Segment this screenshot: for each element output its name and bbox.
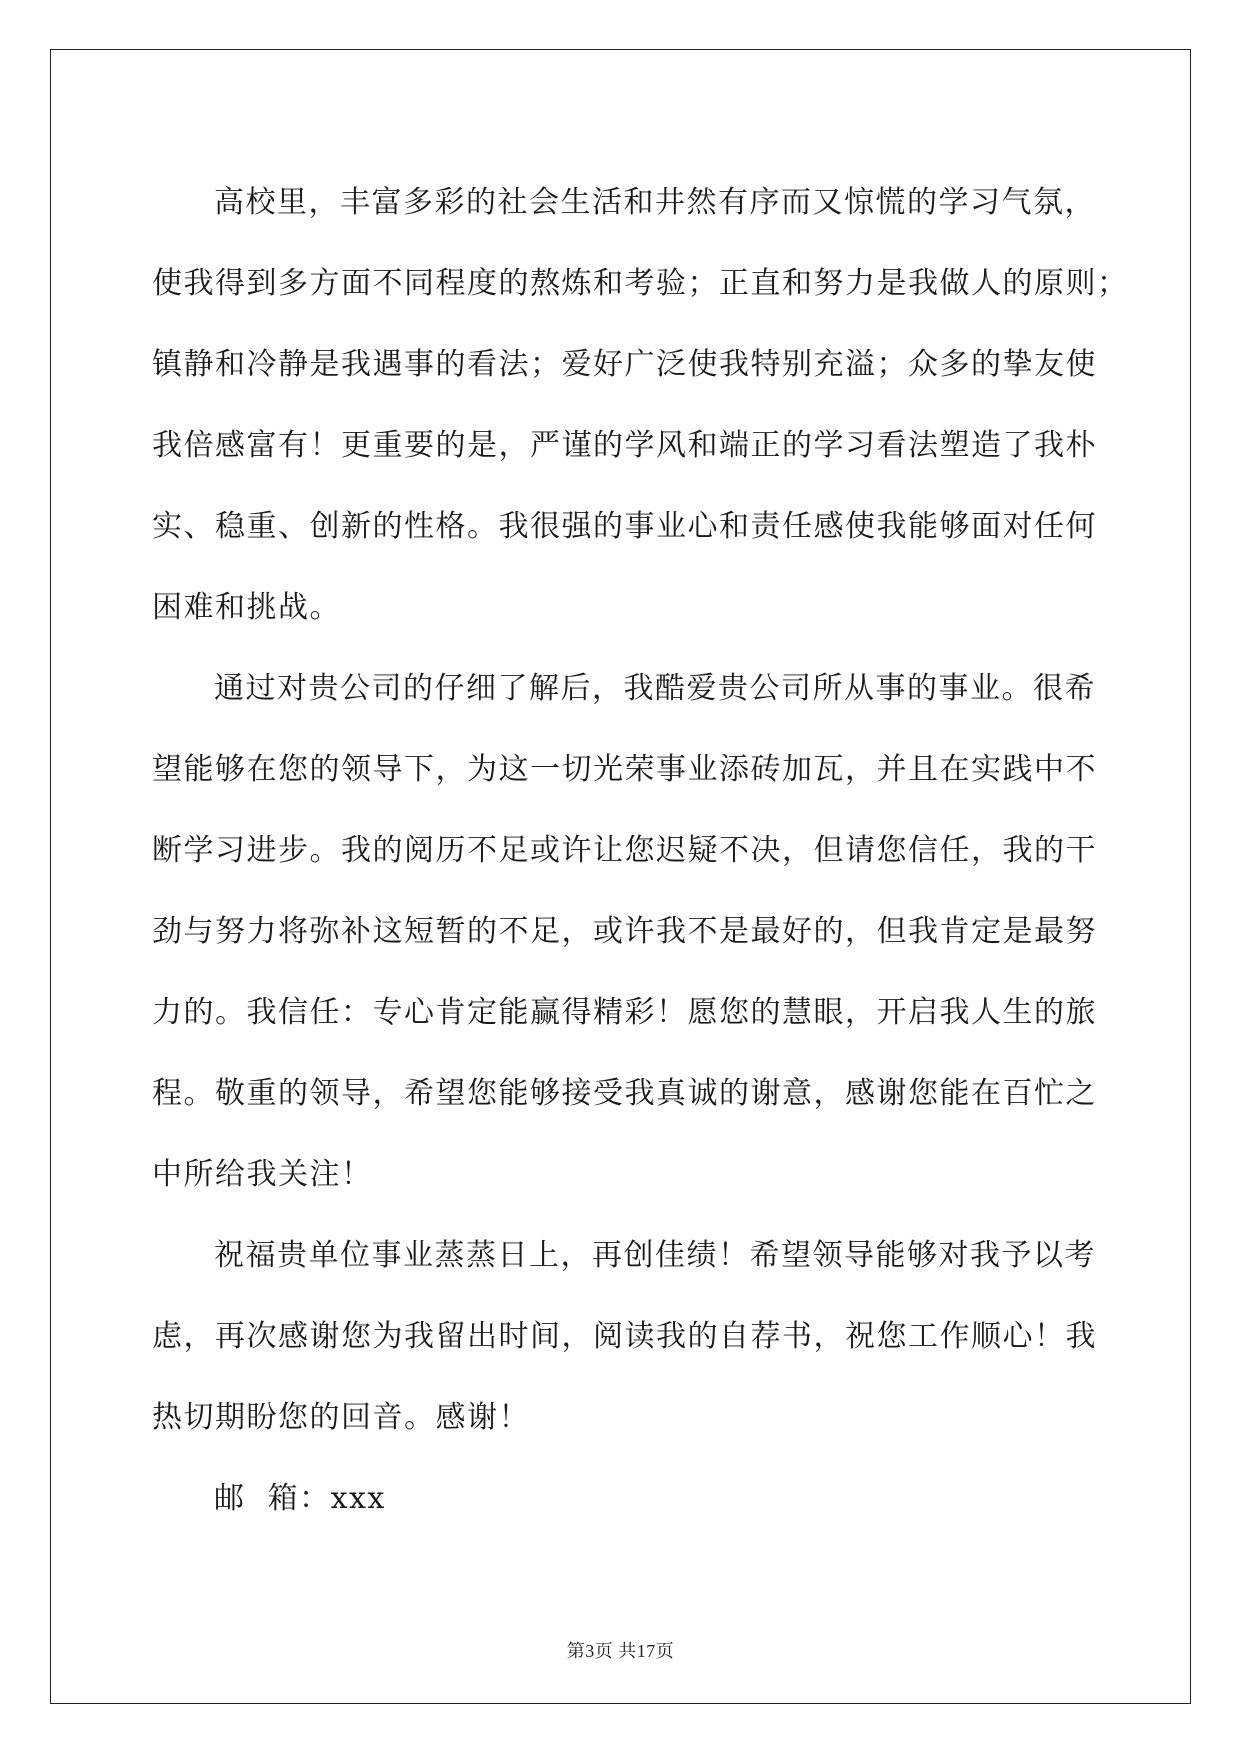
paragraph-line: 高校里，丰富多彩的社会生活和井然有序而又惊慌的学习气氛， xyxy=(214,185,1096,220)
letter-body xyxy=(152,162,1129,1539)
email-value: xxx xyxy=(330,1481,386,1516)
paragraph-2 xyxy=(152,648,1097,1215)
paragraph-1 xyxy=(152,162,1129,648)
email-row xyxy=(152,1458,1092,1539)
paragraph-line: 程。敬重的领导，希望您能够接受我真诚的谢意，感谢您能在百忙之 xyxy=(152,1076,1097,1111)
paragraph-3 xyxy=(152,1215,1097,1458)
paragraph-line: 使我得到多方面不同程度的熬炼和考验；正直和努力是我做人的原则； xyxy=(152,266,1129,301)
paragraph-line: 祝福贵单位事业蒸蒸日上，再创佳绩！希望领导能够对我予以考 xyxy=(214,1238,1096,1273)
paragraph-line: 实、稳重、创新的性格。我很强的事业心和责任感使我能够面对任何 xyxy=(152,509,1097,544)
paragraph-line: 望能够在您的领导下，为这一切光荣事业添砖加瓦，并且在实践中不 xyxy=(152,752,1097,787)
email-label: 邮 箱： xyxy=(214,1481,331,1516)
paragraph-line: 困难和挑战。 xyxy=(152,590,341,625)
paragraph-line: 虑，再次感谢您为我留出时间，阅读我的自荐书，祝您工作顺心！我 xyxy=(152,1319,1097,1354)
paragraph-line: 劲与努力将弥补这短暂的不足，或许我不是最好的，但我肯定是最努 xyxy=(152,914,1097,949)
paragraph-line: 力的。我信任：专心肯定能赢得精彩！愿您的慧眼，开启我人生的旅 xyxy=(152,995,1097,1030)
paragraph-line: 我倍感富有！更重要的是，严谨的学风和端正的学习看法塑造了我朴 xyxy=(152,428,1097,463)
paragraph-line: 断学习进步。我的阅历不足或许让您迟疑不决，但请您信任，我的干 xyxy=(152,833,1097,868)
paragraph-line: 热切期盼您的回音。感谢！ xyxy=(152,1400,530,1435)
paragraph-line: 镇静和冷静是我遇事的看法；爱好广泛使我特别充溢；众多的挚友使 xyxy=(152,347,1097,382)
paragraph-line: 通过对贵公司的仔细了解后，我酷爱贵公司所从事的事业。很希 xyxy=(214,671,1096,706)
page-number-footer: 第3页 共17页 xyxy=(566,1641,675,1661)
paragraph-line: 中所给我关注！ xyxy=(152,1157,373,1192)
